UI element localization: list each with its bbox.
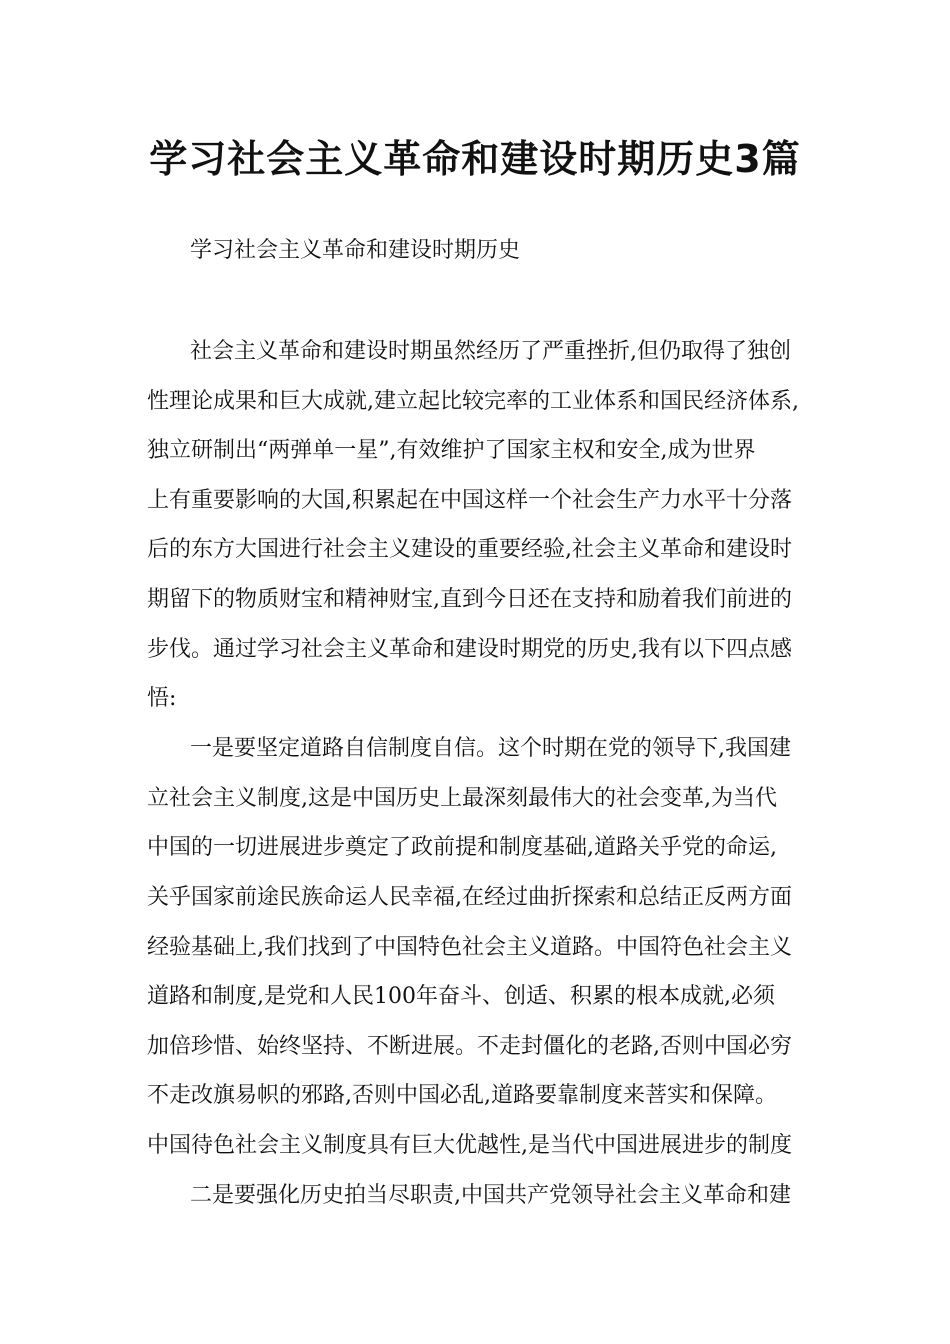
text-line: 悟: xyxy=(147,686,177,711)
text-line: 一是要坚定道路自信制度自信。这个时期在党的领导下,我国建 xyxy=(190,736,791,761)
text-line: 步伐。通过学习社会主义革命和建设时期党的历史,我有以下四点感 xyxy=(147,637,792,662)
text-line: 经验基础上,我们找到了中国特色社会主义道路。中国符色社会主义 xyxy=(147,935,792,960)
document-title: 学习社会主义革命和建设时期历史3篇 xyxy=(149,137,801,181)
text-line: 社会主义革命和建设时期虽然经历了严重挫折,但仍取得了独创 xyxy=(190,339,791,364)
text-line: 期留下的物质财宝和精神财宝,直到今日还在支持和励着我们前进的 xyxy=(147,587,792,612)
text-line: 性理论成果和巨大成就,建立起比较完率的工业体系和国民经济体系, xyxy=(147,389,799,414)
document-subtitle: 学习社会主义革命和建设时期历史 xyxy=(190,238,521,263)
text-line: 关乎国家前途民族命运人民幸福,在经过曲折探索和总结正反两方面 xyxy=(147,885,792,910)
text-line: 上有重要影响的大国,积累起在中国这样一个社会生产力水平十分落 xyxy=(147,488,792,513)
text-line: 二是要强化历史拍当尽职责,中国共产党领导社会主义革命和建 xyxy=(190,1183,791,1208)
text-line: 加倍珍惜、始终坚持、不断进展。不走封僵化的老路,否则中国必穷 xyxy=(147,1034,792,1059)
text-line: 独立研制出“两弹单一星”,有效维护了国家主权和安全,成为世界 xyxy=(147,438,756,463)
text-line: 不走改旗易帜的邪路,否则中国必乱,道路要靠制度来菩实和保障。 xyxy=(147,1083,777,1108)
text-line: 道路和制度,是党和人民100年奋斗、创适、积累的根本成就,必须 xyxy=(147,984,775,1009)
text-line: 中国待色社会主义制度具有巨大优越性,是当代中国进展进步的制度 xyxy=(147,1133,792,1158)
text-line: 立社会主义制度,这是中国历史上最深刻最伟大的社会变革,为当代 xyxy=(147,786,777,811)
text-line: 后的东方大国进行社会主义建设的重要经验,社会主义革命和建设时 xyxy=(147,537,792,562)
text-line: 中国的一切进展进步奠定了政前提和制度基础,道路关乎党的命运, xyxy=(147,835,777,860)
